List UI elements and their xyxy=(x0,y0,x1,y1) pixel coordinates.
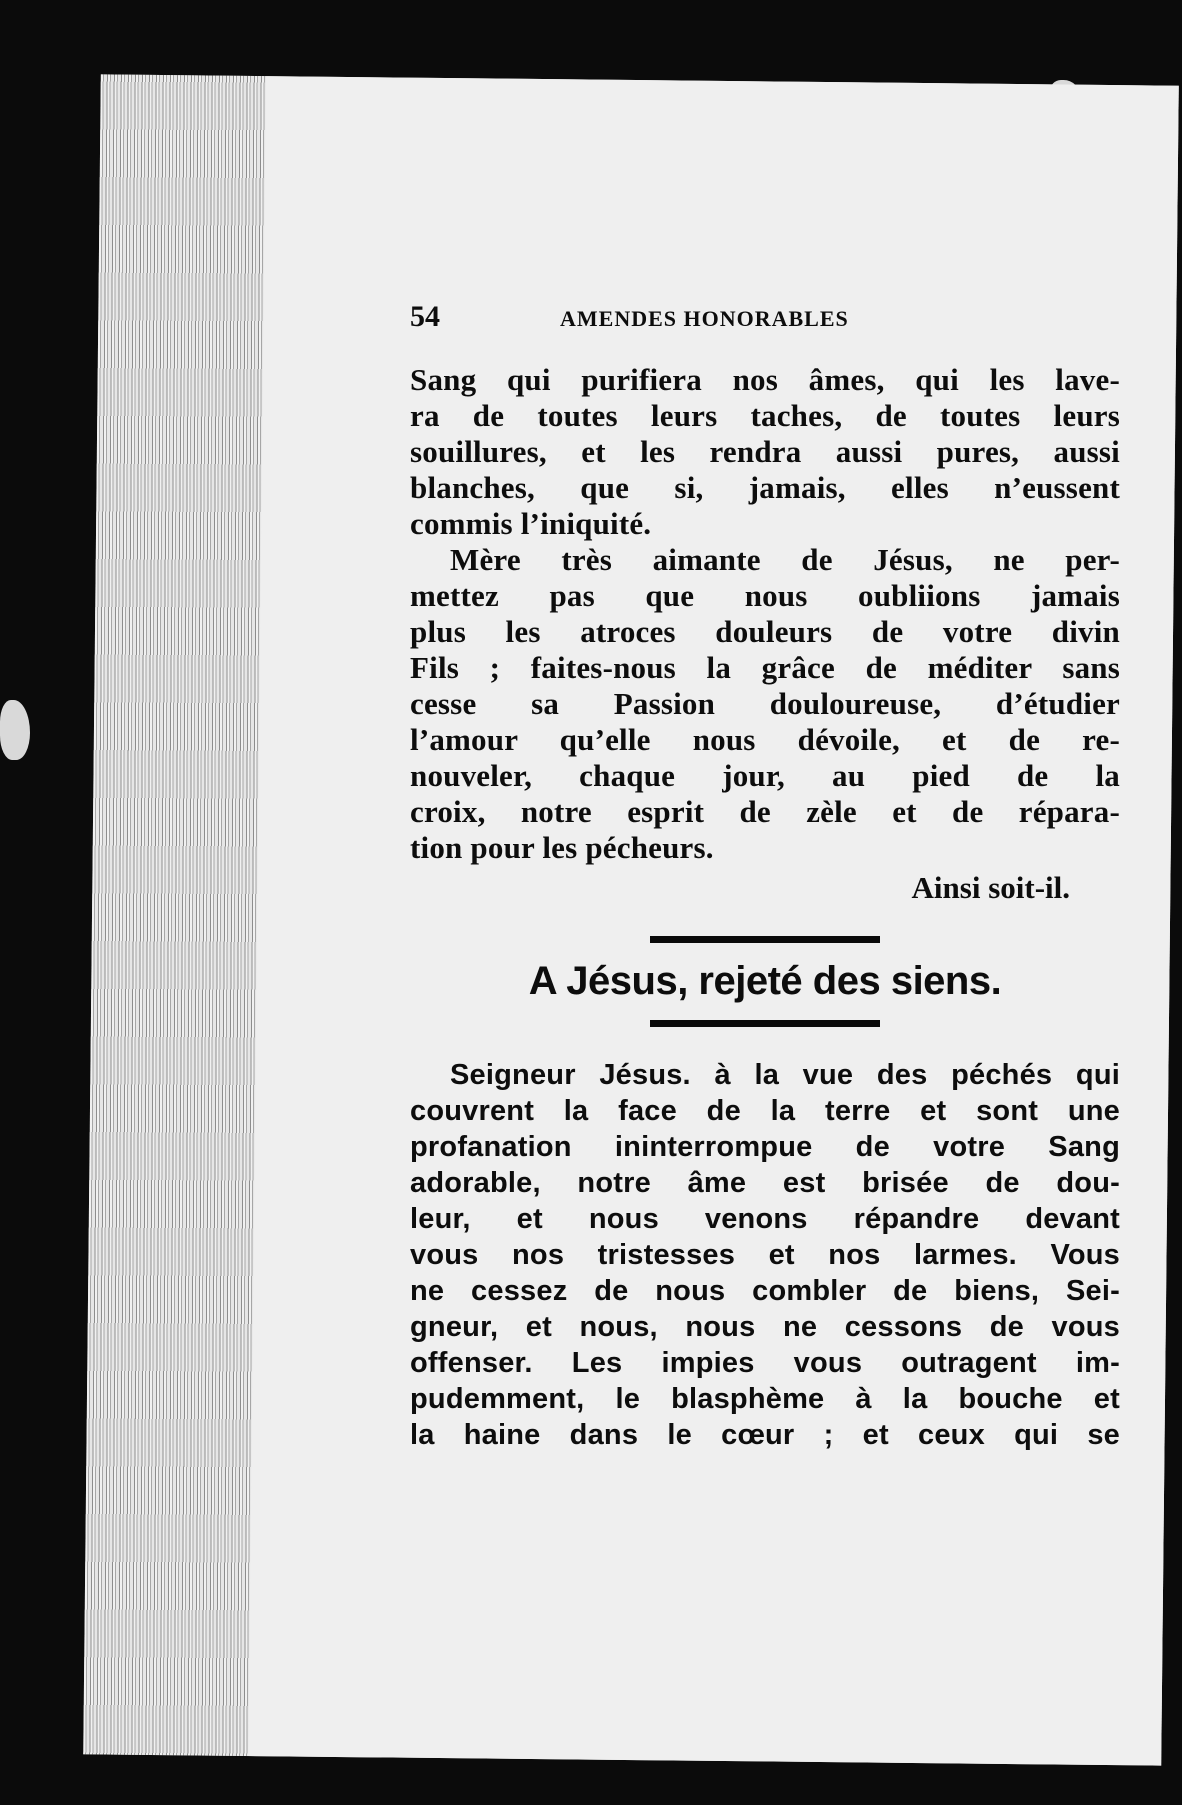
text-line: offenser. Les impies vous outragent im- xyxy=(410,1347,1120,1379)
text-line: cesse sa Passion douloureuse, d’étudier xyxy=(410,686,1120,721)
paragraph-3 xyxy=(410,1057,1120,1453)
text-line: ne cessez de nous combler de biens, Sei- xyxy=(410,1275,1120,1307)
text-line: pudemment, le blasphème à la bouche et xyxy=(410,1383,1120,1415)
text-line: croix, notre esprit de zèle et de répara- xyxy=(410,794,1120,829)
page-text-block xyxy=(410,300,1120,1453)
text-line: Fils ; faites-nous la grâce de méditer sans xyxy=(410,650,1120,685)
running-head xyxy=(410,300,1120,340)
text-line: nouveler, chaque jour, au pied de la xyxy=(410,758,1120,793)
text-line: adorable, notre âme est brisée de dou- xyxy=(410,1167,1120,1199)
divider-rule-top xyxy=(650,936,880,943)
text-line: gneur, et nous, nous ne cessons de vous xyxy=(410,1311,1120,1343)
text-line: blanches, que si, jamais, elles n’eussent xyxy=(410,470,1120,505)
text-line: Sang qui purifiera nos âmes, qui les lave- xyxy=(410,362,1120,397)
text-line: leur, et nous venons répandre devant xyxy=(410,1203,1120,1235)
text-line: ra de toutes leurs taches, de toutes leurs xyxy=(410,398,1120,433)
section-title: A Jésus, rejeté des siens. xyxy=(528,959,1002,1003)
divider-rule-bottom xyxy=(650,1020,880,1027)
text-line: mettez pas que nous oubliions jamais xyxy=(410,578,1120,613)
text-line: Mère très aimante de Jésus, ne per- xyxy=(450,542,1120,577)
running-head-title: AMENDES HONORABLES xyxy=(560,306,849,331)
text-line: Seigneur Jésus. à la vue des péchés qui xyxy=(450,1059,1120,1091)
text-line: l’amour qu’elle nous dévoile, et de re- xyxy=(410,722,1120,757)
closing-line: Ainsi soit-il. xyxy=(911,870,1070,905)
text-line: commis l’iniquité. xyxy=(410,506,652,541)
page-number: 54 xyxy=(410,300,440,333)
paragraph-1 xyxy=(410,362,1120,542)
page-stack-edge xyxy=(83,74,266,1756)
text-line: tion pour les pécheurs. xyxy=(410,830,714,865)
scan-mark-left xyxy=(0,700,30,760)
text-line: couvrent la face de la terre et sont une xyxy=(410,1095,1120,1127)
text-line: la haine dans le cœur ; et ceux qui se xyxy=(410,1419,1120,1451)
text-line: vous nos tristesses et nos larmes. Vous xyxy=(410,1239,1120,1271)
paragraph-2 xyxy=(410,542,1120,866)
text-line: plus les atroces douleurs de votre divin xyxy=(410,614,1120,649)
text-line: profanation ininterrompue de votre Sang xyxy=(410,1131,1120,1163)
text-line: souillures, et les rendra aussi pures, aussi xyxy=(410,434,1120,469)
